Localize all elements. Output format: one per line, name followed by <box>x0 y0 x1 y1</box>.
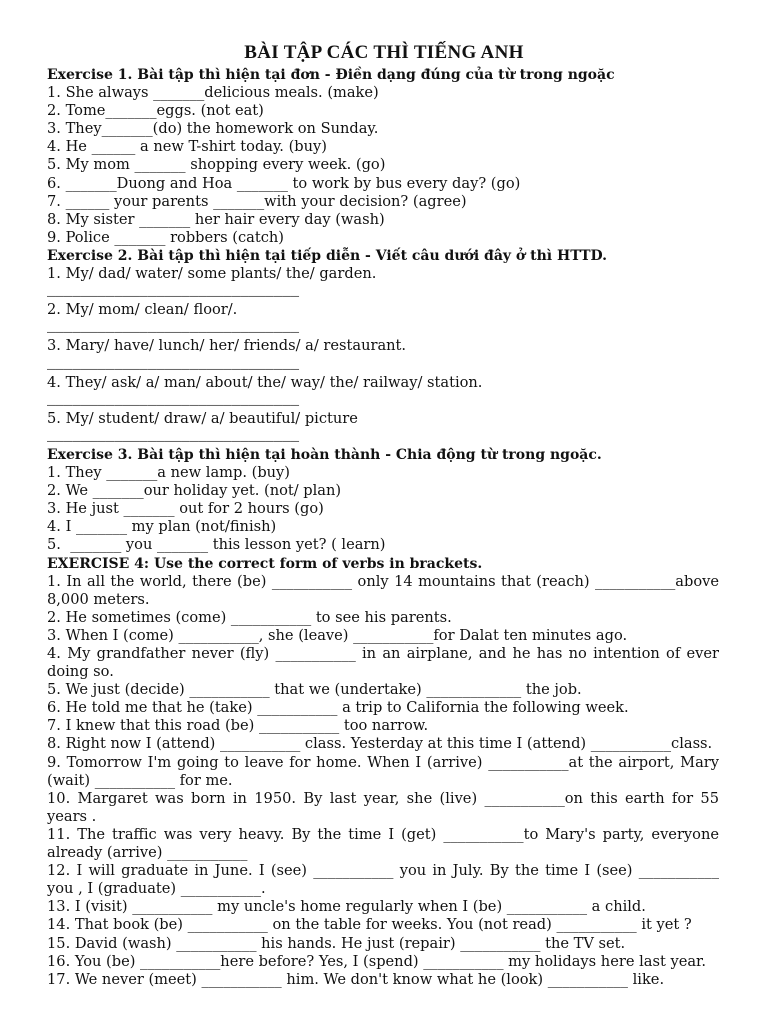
text-line: 8,000 meters. <box>47 590 150 608</box>
text-line: 16. You (be) ___________here before? Yes, I (spend) ___________ my holidays here last year. <box>47 952 707 970</box>
exercise-heading: Exercise 3. Bài tập thì hiện tại hoàn thành - Chia động từ trong ngoặc. <box>47 446 602 463</box>
text-line: 6. He told me that he (take) ___________ a trip to California the following week. <box>47 699 629 717</box>
text-line: 17. We never (meet) ___________ him. We don't know what he (look) ___________ like. <box>47 970 665 988</box>
exercise-heading: Exercise 2. Bài tập thì hiện tại tiếp diễn - Viết câu dưới đây ở thì HTTD. <box>47 247 608 264</box>
text-line: 3. Mary/ have/ lunch/ her/ friends/ a/ restaurant. <box>47 337 407 355</box>
text-line: 13. I (visit) ___________ my uncle's home regularly when I (be) ___________ a child. <box>47 898 646 916</box>
text-line: 10. Margaret was born in 1950. By last year, she (live) ___________on this earth for 55 <box>47 789 719 807</box>
answer-blank-line: ______________________________ <box>47 392 300 409</box>
text-line: 8. Right now I (attend) ___________ class. Yesterday at this time I (attend) ___________class. <box>47 735 713 753</box>
text-line: 9. Tomorrow I'm going to leave for home. When I (arrive) ___________at the airport, Mary <box>47 753 719 771</box>
text-line: 5. My/ student/ draw/ a/ beautiful/ picture <box>47 409 358 427</box>
text-line: 1. She always _______delicious meals. (make) <box>47 84 379 102</box>
text-line: 11. The traffic was very heavy. By the time I (get) ___________to Mary's party, everyone <box>47 825 719 843</box>
text-line: 5. _______ you _______ this lesson yet? ( learn) <box>47 536 386 554</box>
text-line: 4. I _______ my plan (not/finish) <box>47 518 277 536</box>
text-line: 4. He ______ a new T-shirt today. (buy) <box>47 138 327 156</box>
text-line: 12. I will graduate in June. I (see) ___________ you in July. By the time I (see) ___________ <box>47 862 719 880</box>
text-line: years . <box>47 807 97 825</box>
text-line: 7. I knew that this road (be) ___________ too narrow. <box>47 717 429 735</box>
text-line: (wait) ___________ for me. <box>47 771 233 789</box>
answer-blank-line: ______________________________ <box>47 356 300 373</box>
text-line: 7. ______ your parents _______with your decision? (agree) <box>47 192 467 210</box>
page-title: BÀI TẬP CÁC THÌ TIẾNG ANH <box>244 42 524 63</box>
text-line: 1. My/ dad/ water/ some plants/ the/ garden. <box>47 265 377 283</box>
text-line: 1. They _______a new lamp. (buy) <box>47 464 290 482</box>
answer-blank-line: ______________________________ <box>47 428 300 445</box>
text-line: you , I (graduate) ___________. <box>47 880 266 898</box>
text-line: 14. That book (be) ___________ on the table for weeks. You (not read) ___________ it yet ? <box>47 916 692 934</box>
text-line: 3. He just _______ out for 2 hours (go) <box>47 500 324 518</box>
text-line: 9. Police _______ robbers (catch) <box>47 228 284 246</box>
text-line: already (arrive) ___________ <box>47 844 248 862</box>
text-line: 4. My grandfather never (fly) ___________ in an airplane, and he has no intention of ever <box>47 645 719 662</box>
text-line: 8. My sister _______ her hair every day (wash) <box>47 210 385 228</box>
worksheet-lines <box>47 66 719 989</box>
exercise-heading: Exercise 1. Bài tập thì hiện tại đơn - Điền dạng đúng của từ trong ngoặc <box>47 67 615 83</box>
exercise-heading: EXERCISE 4: Use the correct form of verbs in brackets. <box>47 555 483 572</box>
text-line: 3. When I (come) ___________, she (leave) ___________for Dalat ten minutes ago. <box>47 626 628 644</box>
text-line: 1. In all the world, there (be) ___________ only 14 mountains that (reach) ___________above <box>47 572 719 590</box>
text-line: 3. They_______(do) the homework on Sunday. <box>47 120 379 138</box>
text-line: 5. My mom _______ shopping every week. (go) <box>47 156 386 174</box>
answer-blank-line: ______________________________ <box>47 284 300 301</box>
answer-blank-line: ______________________________ <box>47 320 300 337</box>
text-line: 4. They/ ask/ a/ man/ about/ the/ way/ the/ railway/ station. <box>47 373 483 391</box>
text-line: 15. David (wash) ___________ his hands. He just (repair) ___________ the TV set. <box>47 934 626 952</box>
text-line: 2. We _______our holiday yet. (not/ plan) <box>47 482 342 500</box>
text-line: 2. He sometimes (come) ___________ to see his parents. <box>47 608 452 626</box>
text-line: doing so. <box>47 663 114 681</box>
text-line: 6. _______Duong and Hoa _______ to work by bus every day? (go) <box>47 174 521 192</box>
text-line: 2. My/ mom/ clean/ floor/. <box>47 301 238 319</box>
text-line: 2. Tome_______eggs. (not eat) <box>47 102 264 120</box>
text-line: 5. We just (decide) ___________ that we (undertake) _____________ the job. <box>47 681 582 699</box>
